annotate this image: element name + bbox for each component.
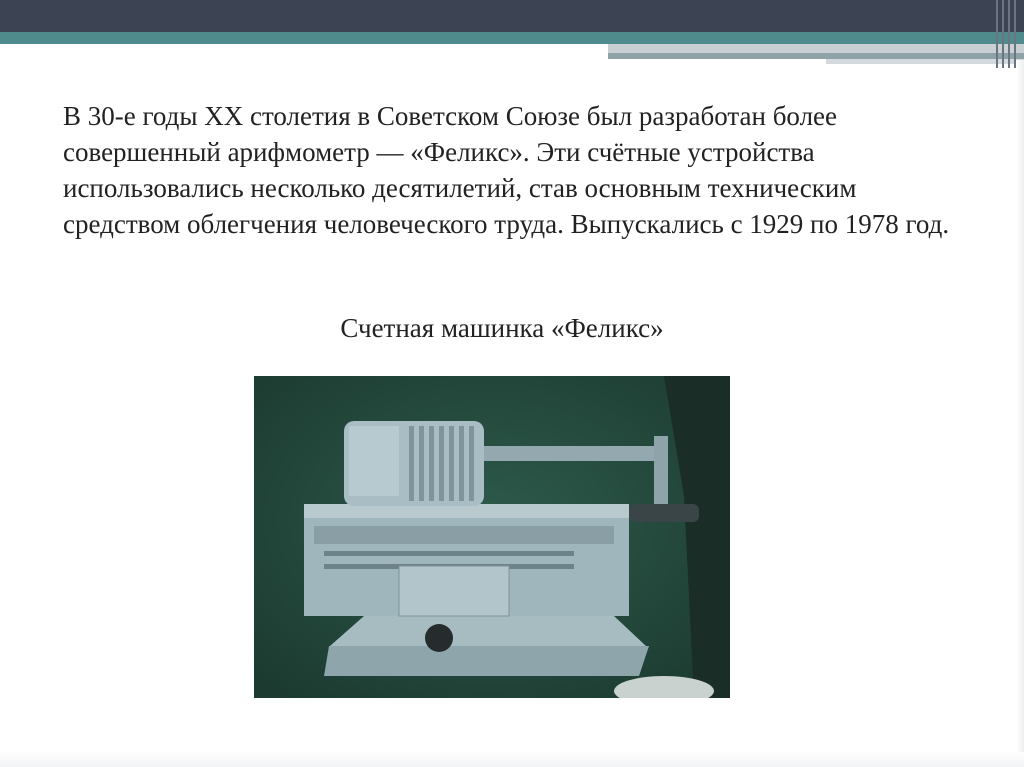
slide-shadow-bottom — [0, 752, 1024, 767]
header-vertical-stripes — [990, 0, 1024, 68]
slide-shadow-right — [1016, 60, 1024, 767]
felix-arithmometer-photo — [254, 376, 730, 698]
image-caption: Счетная машинка «Феликс» — [340, 313, 664, 343]
slide-paragraph: В 30-е годы XX столетия в Советском Союзе был разработан более совершенный арифмометр — «Феликс». Эти счётные устройства использовались несколько десятилетий, став основным техническим средством облегчения человеческого труда. Выпускались с 1929 по 1978 год. — [63, 101, 950, 239]
header-accent-stripe — [608, 44, 1024, 53]
header-band — [0, 0, 1024, 32]
header-teal-stripe — [0, 32, 1024, 44]
